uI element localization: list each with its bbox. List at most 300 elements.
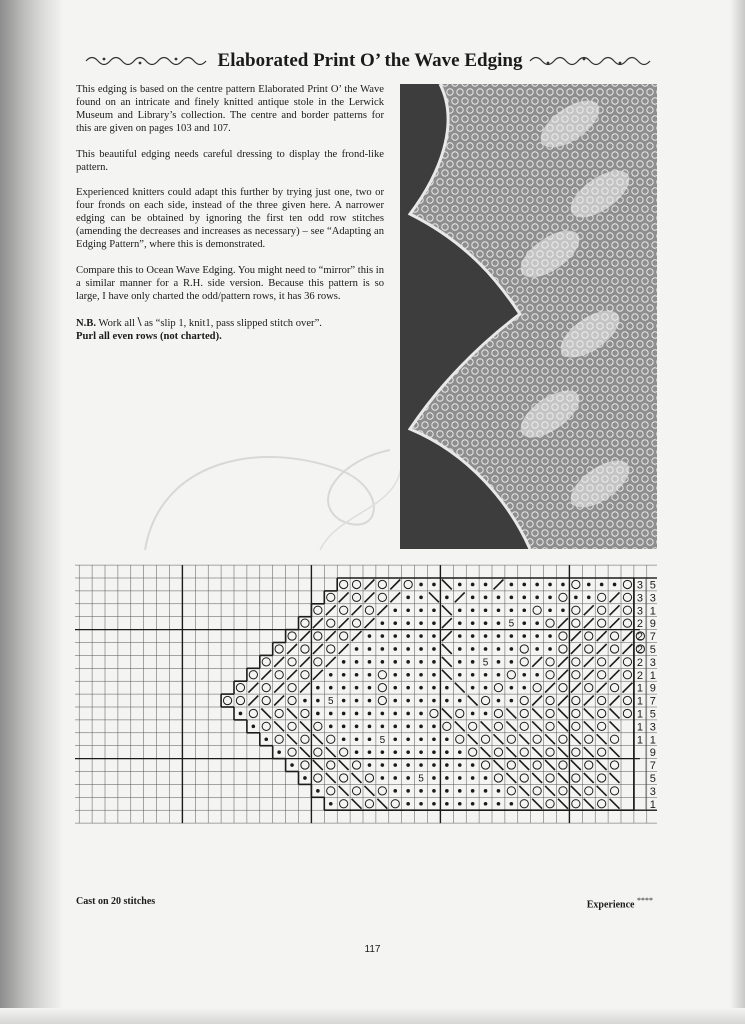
- row-number-digit: 9: [649, 618, 656, 631]
- yarn-over-cell: [314, 632, 322, 640]
- k2tog-cell: [339, 592, 349, 602]
- yarn-over-cell: [546, 696, 554, 704]
- yarn-over-cell: [301, 761, 309, 769]
- yarn-over-cell: [598, 658, 606, 666]
- knit-dot-cell: [342, 712, 346, 716]
- yarn-over-cell: [378, 671, 386, 679]
- knit-dot-cell: [342, 673, 346, 677]
- yarn-over-cell: [585, 761, 593, 769]
- knit-dot-cell: [510, 596, 514, 600]
- knit-dot-cell: [458, 660, 462, 664]
- ssk-cell: [494, 734, 504, 744]
- yarn-over-cell: [546, 671, 554, 679]
- row-number-digit: 9: [649, 682, 656, 695]
- knit-dot-cell: [484, 776, 488, 780]
- yarn-over-cell: [249, 709, 257, 717]
- row-number-digit: 1: [649, 605, 656, 618]
- k2tog-cell: [610, 657, 620, 667]
- ssk-cell: [584, 721, 594, 731]
- knit-dot-cell: [522, 596, 526, 600]
- knit-dot-cell: [497, 789, 501, 793]
- yarn-over-cell: [572, 658, 580, 666]
- knit-dot-cell: [432, 621, 436, 625]
- yarn-over-cell: [262, 684, 270, 692]
- ssk-cell: [519, 786, 529, 796]
- yarn-over-cell: [623, 658, 631, 666]
- knit-dot-cell: [587, 596, 591, 600]
- k2tog-cell: [584, 618, 594, 628]
- k2tog-cell: [300, 683, 310, 693]
- yarn-over-cell: [430, 709, 438, 717]
- row-number-digit: 3: [649, 785, 656, 798]
- row-number-digit: 5: [649, 579, 656, 592]
- yarn-over-cell: [585, 645, 593, 653]
- yarn-over-cell: [623, 696, 631, 704]
- knit-dot-cell: [355, 660, 359, 664]
- knit-dot-cell: [510, 647, 514, 651]
- knit-dot-cell: [497, 699, 501, 703]
- knit-dot-cell: [458, 699, 462, 703]
- yarn-over-cell: [623, 671, 631, 679]
- knit-dot-cell: [471, 686, 475, 690]
- yarn-over-cell: [623, 709, 631, 717]
- yarn-over-cell: [533, 787, 541, 795]
- knit-dot-cell: [419, 750, 423, 754]
- yarn-over-cell: [327, 619, 335, 627]
- k2tog-cell: [571, 683, 581, 693]
- ssk-cell: [313, 734, 323, 744]
- yarn-over-cell: [288, 658, 296, 666]
- row-number-digit: 5: [649, 772, 656, 785]
- page-number: 117: [364, 944, 381, 955]
- yarn-over-cell: [610, 632, 618, 640]
- knit-dot-cell: [252, 725, 256, 729]
- ssk-cell: [610, 773, 620, 783]
- knit-dot-cell: [535, 634, 539, 638]
- knit-dot-cell: [445, 789, 449, 793]
- experience-label: [587, 896, 653, 910]
- lace-photo-drawing: [400, 84, 657, 549]
- row-number-digit: 1: [649, 734, 656, 747]
- ssk-cell: [571, 786, 581, 796]
- k2tog-cell: [313, 670, 323, 680]
- knit-dot-cell: [432, 789, 436, 793]
- k2tog-cell: [558, 696, 568, 706]
- knit-dot-cell: [303, 776, 307, 780]
- yarn-over-cell: [340, 632, 348, 640]
- knit-dot-cell: [406, 596, 410, 600]
- yarn-over-cell: [481, 735, 489, 743]
- knit-dot-cell: [419, 673, 423, 677]
- yarn-over-cell: [623, 606, 631, 614]
- knit-dot-cell: [303, 699, 307, 703]
- knit-dot-cell: [484, 621, 488, 625]
- knit-dot-cell: [561, 583, 565, 587]
- intro-text: [76, 84, 384, 357]
- knit-dot-cell: [368, 660, 372, 664]
- knit-dot-cell: [355, 725, 359, 729]
- yarn-over-cell: [598, 748, 606, 756]
- k2tog-cell: [326, 605, 336, 615]
- row-number-digit: 2: [636, 669, 643, 682]
- k2tog-cell: [610, 592, 620, 602]
- k2tog-cell: [377, 605, 387, 615]
- yarn-over-cell: [275, 735, 283, 743]
- ssk-cell: [455, 683, 465, 693]
- ssk-cell: [442, 657, 452, 667]
- knit-dot-cell: [600, 583, 604, 587]
- page-title: Elaborated Print O’ the Wave Edging: [217, 50, 523, 71]
- knit-dot-cell: [432, 686, 436, 690]
- k2tog-cell: [390, 580, 400, 590]
- yarn-over-cell: [572, 748, 580, 756]
- knit-dot-cell: [471, 608, 475, 612]
- ssk-cell: [481, 721, 491, 731]
- row-number-digit: 1: [636, 682, 643, 695]
- knit-dot-cell: [342, 737, 346, 741]
- yarn-over-cell: [572, 696, 580, 704]
- ssk-cell: [584, 799, 594, 809]
- ssk-cell: [481, 747, 491, 757]
- knit-dot-cell: [368, 750, 372, 754]
- knit-dot-cell: [329, 673, 333, 677]
- knit-dot-cell: [316, 712, 320, 716]
- k2tog-cell: [287, 644, 297, 654]
- yarn-over-cell: [262, 658, 270, 666]
- ssk-cell: [313, 760, 323, 770]
- ssk-cell: [545, 734, 555, 744]
- row-number-digit: 1: [636, 721, 643, 734]
- yarn-over-cell: [365, 774, 373, 782]
- knit-dot-cell: [393, 634, 397, 638]
- knit-dot-cell: [484, 789, 488, 793]
- knit-dot-cell: [497, 647, 501, 651]
- ssk-cell: [274, 721, 284, 731]
- k2tog-cell: [390, 592, 400, 602]
- yarn-over-cell: [559, 761, 567, 769]
- knit-dot-cell: [342, 699, 346, 703]
- ssk-cell: [584, 747, 594, 757]
- knit-dot-cell: [381, 621, 385, 625]
- yarn-over-cell: [365, 606, 373, 614]
- knit-dot-cell: [393, 660, 397, 664]
- row-number-digit: 5: [649, 643, 656, 656]
- ssk-cell: [468, 696, 478, 706]
- yarn-over-cell: [520, 800, 528, 808]
- row-number-digit: 1: [649, 798, 656, 811]
- lace-edging-photo: [400, 84, 657, 549]
- ssk-cell: [558, 709, 568, 719]
- k2tog-cell: [365, 618, 375, 628]
- k2tog-cell: [455, 592, 465, 602]
- knit-dot-cell: [445, 699, 449, 703]
- ssk-cell: [326, 773, 336, 783]
- knit-dot-cell: [368, 673, 372, 677]
- knit-dot-cell: [419, 725, 423, 729]
- knit-dot-cell: [522, 634, 526, 638]
- k2tog-cell: [584, 657, 594, 667]
- row-number-digit: 1: [636, 695, 643, 708]
- knit-dot-cell: [406, 608, 410, 612]
- note-bold: Purl all even rows (not charted).: [76, 330, 222, 342]
- k2tog-cell: [274, 683, 284, 693]
- ssk-cell: [610, 747, 620, 757]
- knit-dot-cell: [393, 686, 397, 690]
- knit-dot-cell: [368, 763, 372, 767]
- knit-dot-cell: [393, 763, 397, 767]
- row-number-digit: 2: [636, 643, 643, 656]
- ssk-cell: [326, 747, 336, 757]
- knit-dot-cell: [393, 737, 397, 741]
- yarn-over-cell: [598, 709, 606, 717]
- knit-dot-cell: [510, 634, 514, 638]
- knit-dot-cell: [290, 763, 294, 767]
- yarn-over-cell: [314, 722, 322, 730]
- ssk-cell: [519, 760, 529, 770]
- yarn-over-cell: [585, 684, 593, 692]
- knit-dot-cell: [497, 621, 501, 625]
- knit-dot-cell: [548, 608, 552, 612]
- yarn-over-cell: [598, 696, 606, 704]
- k2tog-cell: [248, 683, 258, 693]
- ssk-cell: [352, 799, 362, 809]
- yarn-over-cell: [365, 800, 373, 808]
- yarn-over-cell: [378, 593, 386, 601]
- knit-dot-cell: [522, 583, 526, 587]
- knit-dot-cell: [393, 725, 397, 729]
- knit-dot-cell: [368, 699, 372, 703]
- yarn-over-cell: [520, 696, 528, 704]
- yarn-over-cell: [572, 709, 580, 717]
- row-number-digit: 7: [649, 760, 656, 773]
- knit-dot-cell: [432, 673, 436, 677]
- knit-dot-cell: [419, 712, 423, 716]
- knit-dot-cell: [406, 789, 410, 793]
- yarn-over-cell: [559, 593, 567, 601]
- yarn-over-cell: [520, 658, 528, 666]
- ssk-cell: [287, 709, 297, 719]
- knit-dot-cell: [406, 660, 410, 664]
- knit-dot-cell: [445, 750, 449, 754]
- yarn-over-cell: [520, 748, 528, 756]
- ssk-cell: [442, 670, 452, 680]
- yarn-over-cell: [327, 593, 335, 601]
- yarn-over-cell: [494, 684, 502, 692]
- knit-dot-cell: [484, 583, 488, 587]
- knit-dot-cell: [445, 802, 449, 806]
- yarn-over-cell: [481, 761, 489, 769]
- yarn-over-cell: [546, 722, 554, 730]
- yarn-over-cell: [314, 748, 322, 756]
- yarn-over-cell: [456, 735, 464, 743]
- row-number-digit: 7: [649, 695, 656, 708]
- knit-dot-cell: [432, 660, 436, 664]
- ssk-cell: [339, 760, 349, 770]
- ssk-cell: [532, 773, 542, 783]
- ssk-cell: [352, 773, 362, 783]
- knit-dot-cell: [510, 802, 514, 806]
- knit-dot-cell: [484, 712, 488, 716]
- yarn-over-cell: [572, 774, 580, 782]
- yarn-over-cell: [546, 748, 554, 756]
- knit-dot-cell: [484, 634, 488, 638]
- knit-dot-cell: [445, 776, 449, 780]
- k2tog-cell: [313, 644, 323, 654]
- row-number-digit: 3: [649, 721, 656, 734]
- yarn-over-cell: [623, 580, 631, 588]
- yarn-over-cell: [327, 645, 335, 653]
- knit-dot-cell: [458, 647, 462, 651]
- knit-dot-cell: [432, 750, 436, 754]
- ssk-cell: [442, 644, 452, 654]
- knit-dot-cell: [497, 608, 501, 612]
- knit-dot-cell: [381, 660, 385, 664]
- knit-dot-cell: [393, 750, 397, 754]
- knit-dot-cell: [381, 712, 385, 716]
- knit-dot-cell: [510, 583, 514, 587]
- ssk-cell: [597, 734, 607, 744]
- knit-dot-cell: [277, 750, 281, 754]
- yarn-over-cell: [585, 787, 593, 795]
- knit-dot-cell: [548, 596, 552, 600]
- ssk-cell: [429, 592, 439, 602]
- k2tog-cell: [352, 605, 362, 615]
- k2tog-cell: [610, 605, 620, 615]
- yarn-over-cell: [352, 619, 360, 627]
- knit-dot-cell: [316, 699, 320, 703]
- k2tog-cell: [248, 696, 258, 706]
- k2tog-cell: [352, 631, 362, 641]
- page-edge: [730, 0, 745, 1024]
- ssk-cell: [261, 709, 271, 719]
- yarn-over-cell: [378, 787, 386, 795]
- knit-dot-cell: [342, 725, 346, 729]
- knit-dot-cell: [419, 763, 423, 767]
- knit-dot-cell: [471, 776, 475, 780]
- k2tog-cell: [584, 696, 594, 706]
- yarn-over-cell: [598, 800, 606, 808]
- knit-dot-cell: [316, 686, 320, 690]
- knit-dot-cell: [419, 583, 423, 587]
- knit-dot-cell: [419, 621, 423, 625]
- ssk-cell: [545, 786, 555, 796]
- knit-dot-cell: [381, 750, 385, 754]
- row-number-digit: 1: [636, 708, 643, 721]
- k2tog-cell: [313, 618, 323, 628]
- knit-dot-cell: [329, 725, 333, 729]
- ssk-cell: [442, 709, 452, 719]
- ssk-cell: [532, 747, 542, 757]
- knit-dot-cell: [587, 583, 591, 587]
- knit-dot-cell: [406, 673, 410, 677]
- stitch-count-label: 5: [418, 773, 424, 785]
- yarn-over-cell: [327, 787, 335, 795]
- k2tog-cell: [274, 657, 284, 667]
- knit-dot-cell: [368, 737, 372, 741]
- k2tog-cell: [558, 657, 568, 667]
- paragraph: Compare this to Ocean Wave Edging. You might need to “mirror” this in a similar manner for a R.H. side version. Because this pattern is so large, I have only charted the odd/pattern rows, it has 36 rows.: [76, 264, 384, 302]
- knit-dot-cell: [561, 608, 565, 612]
- knit-dot-cell: [355, 673, 359, 677]
- experience-stars: ****: [637, 896, 653, 905]
- knit-dot-cell: [393, 673, 397, 677]
- yarn-over-cell: [456, 709, 464, 717]
- knit-dot-cell: [381, 634, 385, 638]
- knit-dot-cell: [510, 660, 514, 664]
- yarn-over-cell: [288, 748, 296, 756]
- yarn-over-cell: [262, 696, 270, 704]
- knit-dot-cell: [406, 802, 410, 806]
- knit-dot-cell: [484, 686, 488, 690]
- row-number-digit: 3: [649, 656, 656, 669]
- yarn-over-cell: [301, 671, 309, 679]
- yarn-over-cell: [533, 761, 541, 769]
- k2tog-cell: [558, 618, 568, 628]
- knit-dot-cell: [510, 699, 514, 703]
- knit-dot-cell: [368, 686, 372, 690]
- knit-dot-cell: [510, 608, 514, 612]
- k2tog-cell: [494, 580, 504, 590]
- knit-dot-cell: [484, 802, 488, 806]
- yarn-over-cell: [598, 593, 606, 601]
- k2tog-cell: [532, 657, 542, 667]
- ssk-cell: [558, 721, 568, 731]
- knit-dot-cell: [419, 608, 423, 612]
- ssk-cell: [571, 734, 581, 744]
- note-text-before: Work all: [98, 317, 135, 329]
- yarn-over-cell: [340, 774, 348, 782]
- ssk-cell: [597, 760, 607, 770]
- yarn-over-cell: [223, 696, 231, 704]
- yarn-over-cell: [520, 709, 528, 717]
- knit-dot-cell: [355, 750, 359, 754]
- knit-dot-cell: [445, 686, 449, 690]
- yarn-over-cell: [352, 593, 360, 601]
- note-paragraph: [76, 314, 384, 344]
- row-number-digit: 3: [649, 592, 656, 605]
- yarn-over-cell: [610, 735, 618, 743]
- yarn-over-cell: [520, 722, 528, 730]
- yarn-over-cell: [327, 761, 335, 769]
- ssk-cell: [365, 786, 375, 796]
- knit-dot-cell: [471, 789, 475, 793]
- knit-dot-cell: [368, 647, 372, 651]
- yarn-over-cell: [262, 722, 270, 730]
- ssk-cell: [558, 773, 568, 783]
- row-number-digit: 2: [636, 618, 643, 631]
- book-spine-shadow: [0, 0, 62, 1024]
- knit-dot-cell: [381, 763, 385, 767]
- knit-dot-cell: [393, 776, 397, 780]
- yarn-over-cell: [469, 722, 477, 730]
- knit-dot-cell: [381, 647, 385, 651]
- ssk-cell: [532, 709, 542, 719]
- yarn-over-cell: [481, 696, 489, 704]
- paragraph: This beautiful edging needs careful dressing to display the frond-like pattern.: [76, 148, 384, 173]
- yarn-over-cell: [598, 619, 606, 627]
- k2tog-cell: [610, 618, 620, 628]
- k2tog-cell: [274, 696, 284, 706]
- knit-dot-cell: [458, 776, 462, 780]
- yarn-over-cell: [559, 787, 567, 795]
- ssk-cell: [300, 747, 310, 757]
- knit-dot-cell: [239, 712, 243, 716]
- knit-dot-cell: [522, 621, 526, 625]
- knit-dot-cell: [471, 673, 475, 677]
- knit-dot-cell: [445, 737, 449, 741]
- knit-dot-cell: [406, 634, 410, 638]
- knit-dot-cell: [432, 699, 436, 703]
